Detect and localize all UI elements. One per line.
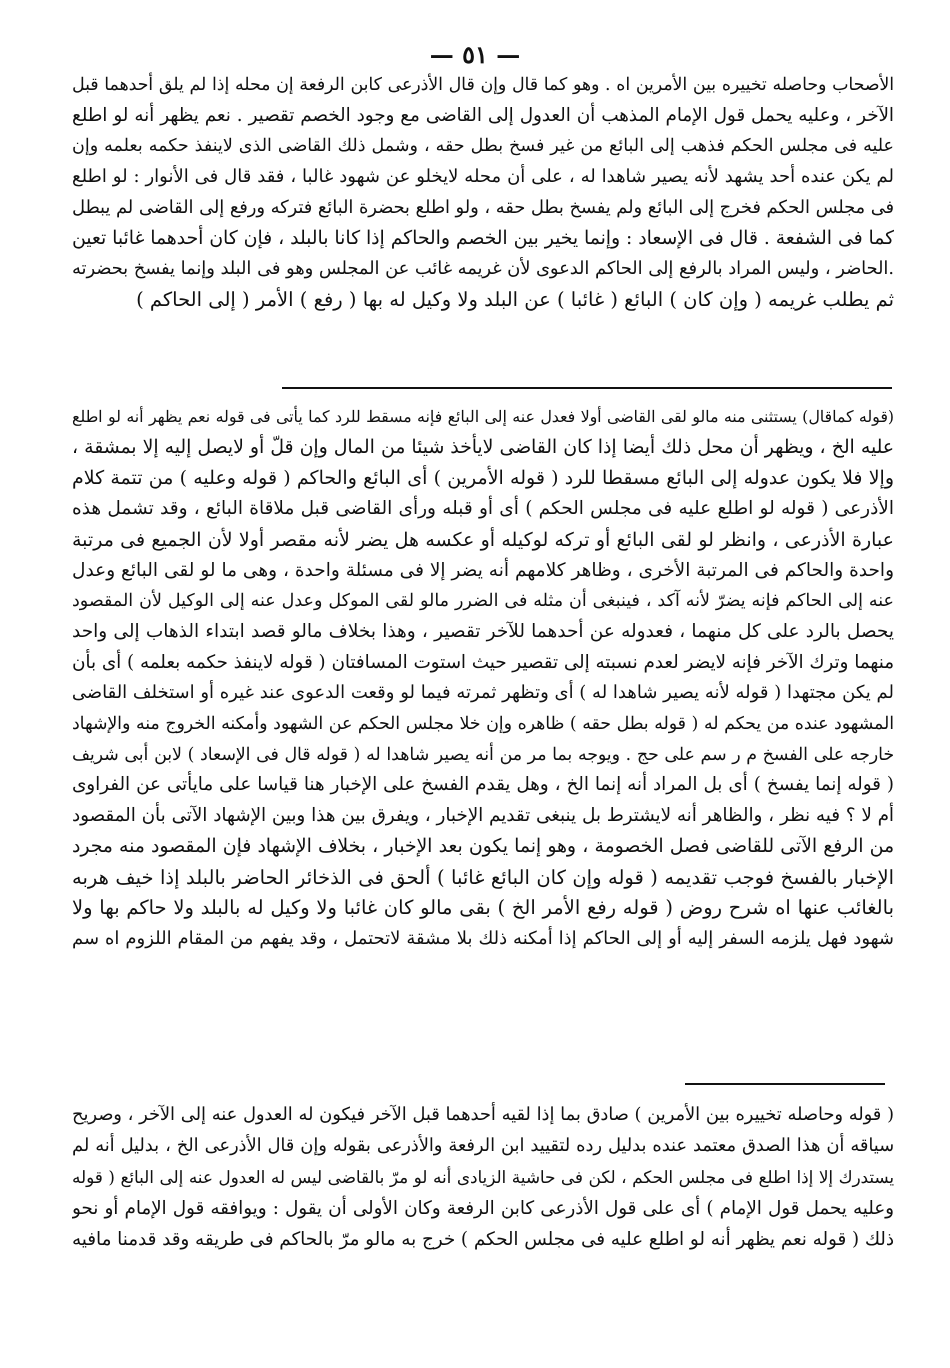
main-text-line: الأصحاب وحاصله تخييره بين الأمرين اه . وهو كما قال وإن قال الأذرعى كابن الرفعة إن محله إذا لم يلق أحدهما قبل <box>72 75 894 95</box>
main-text-block <box>72 70 894 316</box>
commentary-line: سياقه أن هذا الصدق معتمد عنده بدليل رده لتقييد ابن الرفعة والأذرعى بقوله وإن قال الأذرعى الخ ، بدليل أنه لم <box>72 1136 894 1156</box>
commentary-line: بالغائب عنها اه شرح روض ( قوله رفع الأمر الخ ) بقى مالو كان غائبا ولا وكيل له بالبلد ولا حاكم بها ولا <box>72 896 894 920</box>
commentary-line: وإلا فلا يكون عدوله إلى البائع مسقطا للرد ( قوله الأمرين ) أى البائع والحاكم ( قوله وعليه ) من تتمة كلام <box>72 467 894 490</box>
commentary-line: (قوله كماقال) يستثنى منه مالو لقى القاضى أولا فعدل عنه إلى البائع فإنه مسقط للرد كما يأتى فى قوله نعم يظهر أنه لو اطلع <box>72 407 894 426</box>
commentary-block-1 <box>72 402 894 955</box>
commentary-line: من الرفع الآتى للقاضى فصل الخصومة ، وهو إنما يكون بعد الإخبار ، بخلاف الإشهاد فإن المقصود منه مجرد <box>72 835 894 857</box>
main-text-line: لم يكن عنده أحد يشهد لأنه يصير شاهدا له ، على أن محله لايخلو عن شهود غالبا ، فقد قال فى الأنوار : لو اطلع <box>72 166 894 188</box>
commentary-line: ( قوله إنما يفسخ ) أى بل المراد أنه إنما الخ ، وهل يقدم الفسخ على الإخبار هنا قياسا على مايأتى عن الفراوى <box>72 774 894 796</box>
commentary-line: يستدرك إلا إذا اطلع فى مجلس الحكم ، لكن فى حاشية الزيادى أنه لو مرّ بالقاضى ليس له العدول عنه إلى البائع ( قوله <box>72 1167 894 1187</box>
commentary-line: أم لا ؟ فيه نظر ، والظاهر أنه لايشترط بل ينبغى تقديم الإخبار ، ويفرق بين هذا وبين الإشهاد الآتى بأن المقصود <box>72 805 894 827</box>
commentary-line: عليه الخ ، ويظهر أن محل ذلك أيضا إذا كان القاضى لايأخذ شيئا من المال وإن قلّ أو لايصل إليه إلا بمشقة ، <box>72 436 894 458</box>
commentary-line: عبارة الأذرعى ، وانظر لو لقى البائع أو تركه لوكيله أو عكسه هل يضر لأنه مقصر أولا لأن الجميع فى مرتبة <box>72 528 894 551</box>
commentary-line: عنه إلى الحاكم فإنه يضرّ لأنه آكد ، فينبغى أن مثله فى الضرر مالو لقى الموكل وعدل عنه إلى الوكيل لأن المقصود <box>72 591 894 612</box>
commentary-line: خارجه على الفسخ م ر سم على حج . ويوجه بما مر من أنه يصير شاهدا له ( قوله قال فى الإسعاد ) لابن أبى شريف <box>72 744 894 765</box>
commentary-line: وعليه يحمل قول الإمام ) أى على قول الأذرعى كابن الرفعة وكان الأولى أن يقول : ويوافقه قول الإمام أو نحو <box>72 1198 894 1219</box>
commentary-block-2 <box>72 1100 894 1255</box>
main-text-line: .الحاضر ، وليس المراد بالرفع إلى الحاكم الدعوى لأن غريمه غائب عن المجلس وهو فى البلد وإنما يفسخ بحضرته <box>72 259 894 280</box>
commentary-line: منهما وترك الآخر فإنه لايضر لعدم نسبته إلى تقصير حيث استوت المسافتان ( قوله لاينفذ حكمه بعلمه ) أى بأن <box>72 651 894 673</box>
commentary-line: ( قوله وحاصله تخييره بين الأمرين ) صادق بما إذا لقيه أحدهما قبل الآخر فيكون له العدول عنه إلى الآخر ، وصريح <box>72 1105 894 1125</box>
main-text-line: فى مجلس الحكم فخرج إلى البائع ولم يفسخ بطل حقه ، ولو اطلع بحضرة البائع فتركه ورفع إلى القاضى لم يبطل <box>72 197 894 218</box>
commentary-line: ذلك ( قوله نعم يظهر أنه لو اطلع عليه فى مجلس الحكم ) خرج به مالو مرّ بالحاكم فى طريقه وقد قدمنا مافيه <box>72 1229 894 1250</box>
commentary-divider <box>282 387 892 389</box>
commentary-line: الأذرعى ( قوله لو اطلع عليه فى مجلس الحكم ) أى أو قبله ورأى القاضى قبل ملاقاة البائع ، وقد تشمل هذه <box>72 498 894 520</box>
main-text-line: كما فى الشفعة . قال فى الإسعاد : وإنما يخير بين الخصم والحاكم إذا كانا بالبلد ، فإن كان أحدهما غائبا تعين <box>72 227 894 249</box>
main-text-line: عليه فى مجلس الحكم فذهب إلى البائع من غير فسخ بطل حقه ، وشمل ذلك القاضى الذى لاينفذ حكمه بعلمه وإن <box>72 136 894 157</box>
main-text-line: ثم يطلب غريمه ( وإن كان ) البائع ( غائبا ) عن البلد ولا وكيل له بها ( رفع ) الأمر ( إلى الحاكم ) <box>136 287 894 311</box>
main-text-line: الآخر ، وعليه يحمل قول الإمام المذهب أن العدول إلى القاضى مع وجود الخصم تقصير . نعم يظهر أنه لو اطلع <box>72 104 894 126</box>
page-number: — ٥١ — <box>429 40 521 69</box>
commentary-line: واحدة والحاكم فى المرتبة الأخرى ، وظاهر كلامهم أنه يضر إلا فى مسئلة واحدة ، وهى ما لو لقى البائع وعدل <box>72 559 894 581</box>
commentary-line: لم يكن مجتهدا ( قوله لأنه يصير شاهدا له ) أى وتظهر ثمرته فيما لو وقعت الدعوى عند غيره أو استخلف القاضى <box>72 682 894 704</box>
commentary-line: يحصل بالرد على كل منهما ، فعدوله عن أحدهما للآخر تقصير ، وهذا بخلاف مالو قصد ابتداء الذهاب إلى واحد <box>72 620 894 642</box>
commentary-line: الإخبار بالفسخ فوجب تقديمه ( قوله وإن كان البائع غائبا ) ألحق فى الذخائر الحاضر بالبلد إذا خيف هربه <box>72 865 894 889</box>
commentary-line: المشهود عنده من يحكم له ( قوله بطل حقه ) ظاهره وإن خلا مجلس الحكم عن الشهود وأمكنه الخروج منه والإشهاد <box>72 714 894 735</box>
secondary-commentary-divider <box>685 1083 885 1085</box>
commentary-line: شهود فهل يلزمه السفر إليه أو إلى الحاكم إذا أمكنه ذلك بلا مشقة لاتحتمل ، وقد يفهم من المقام اللزوم اه سم <box>72 927 894 949</box>
